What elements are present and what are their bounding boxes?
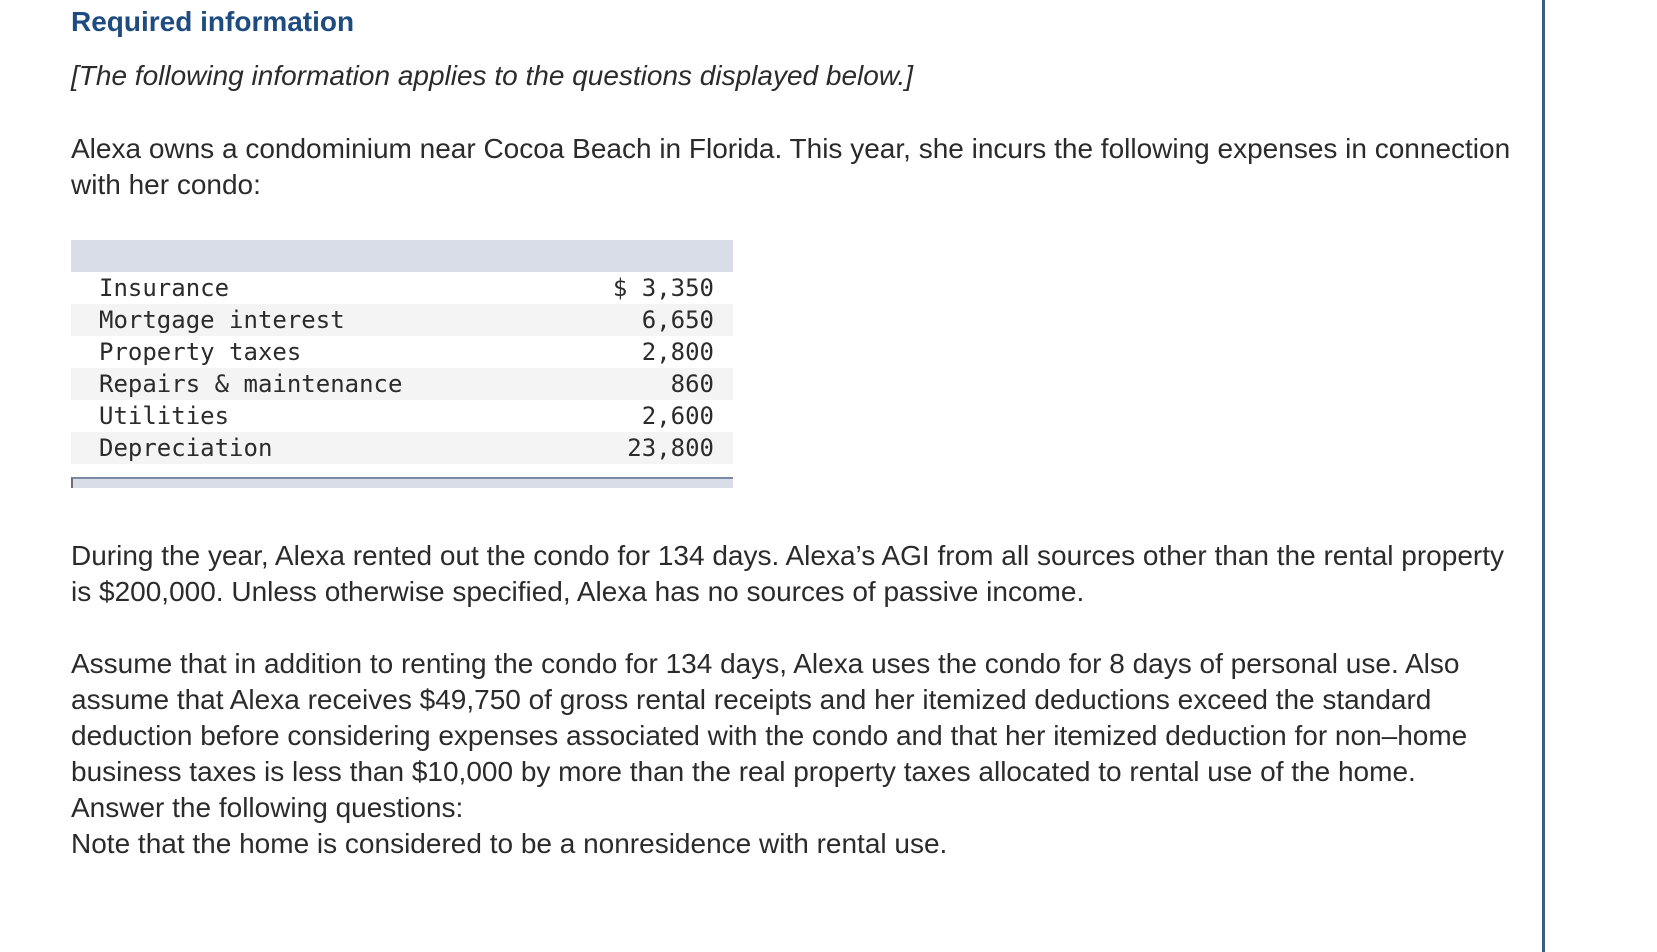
assumptions-paragraph <box>71 646 1511 862</box>
table-body <box>71 272 733 464</box>
expense-row-insurance <box>71 272 733 304</box>
expense-label: Mortgage interest <box>99 306 345 334</box>
expense-label: Utilities <box>99 402 230 430</box>
expense-table <box>71 240 733 488</box>
expense-amount: 2,600 <box>641 402 714 430</box>
table-header <box>71 240 733 272</box>
expense-amount: $ 3,350 <box>612 274 714 302</box>
right-border <box>1542 0 1545 952</box>
table-footer <box>71 477 733 488</box>
expense-amount: 23,800 <box>627 434 714 462</box>
expense-row-utilities <box>71 400 733 432</box>
info-note: [The following information applies to the questions displayed below.] <box>71 60 914 91</box>
rental-info-paragraph: During the year, Alexa rented out the condo for 134 days. Alexa’s AGI from all sources other than the rental property is $200,000. Unless otherwise specified, Alexa has no sources of passive income. <box>71 540 1504 607</box>
expense-row-depreciation <box>71 432 733 464</box>
expense-amount: 6,650 <box>641 306 714 334</box>
expense-row-mortgage-interest <box>71 304 733 336</box>
required-information-heading: Required information <box>71 6 355 37</box>
nonresidence-note: Note that the home is considered to be a nonresidence with rental use. <box>71 828 948 859</box>
expense-row-repairs-maintenance <box>71 368 733 400</box>
assumptions-text: Assume that in addition to renting the condo for 134 days, Alexa uses the condo for 8 days of personal use. Also assume that Alexa receives $49,750 of gross rental receipts and her itemized deductions exceed the standard deduction before considering expenses associated with the condo and that her itemized deduction for non–home business taxes is less than $10,000 by more than the real property taxes allocated to rental use of the home. Answer the following questions: <box>71 648 1468 823</box>
expense-row-property-taxes <box>71 336 733 368</box>
intro-paragraph: Alexa owns a condominium near Cocoa Beach in Florida. This year, she incurs the following expenses in connection with her condo: <box>71 133 1511 200</box>
expense-label: Property taxes <box>99 338 302 366</box>
expense-amount: 860 <box>670 370 714 398</box>
expense-label: Depreciation <box>99 434 273 462</box>
expense-amount: 2,800 <box>641 338 714 366</box>
expense-label: Repairs & maintenance <box>99 370 403 398</box>
expense-label: Insurance <box>99 274 230 302</box>
